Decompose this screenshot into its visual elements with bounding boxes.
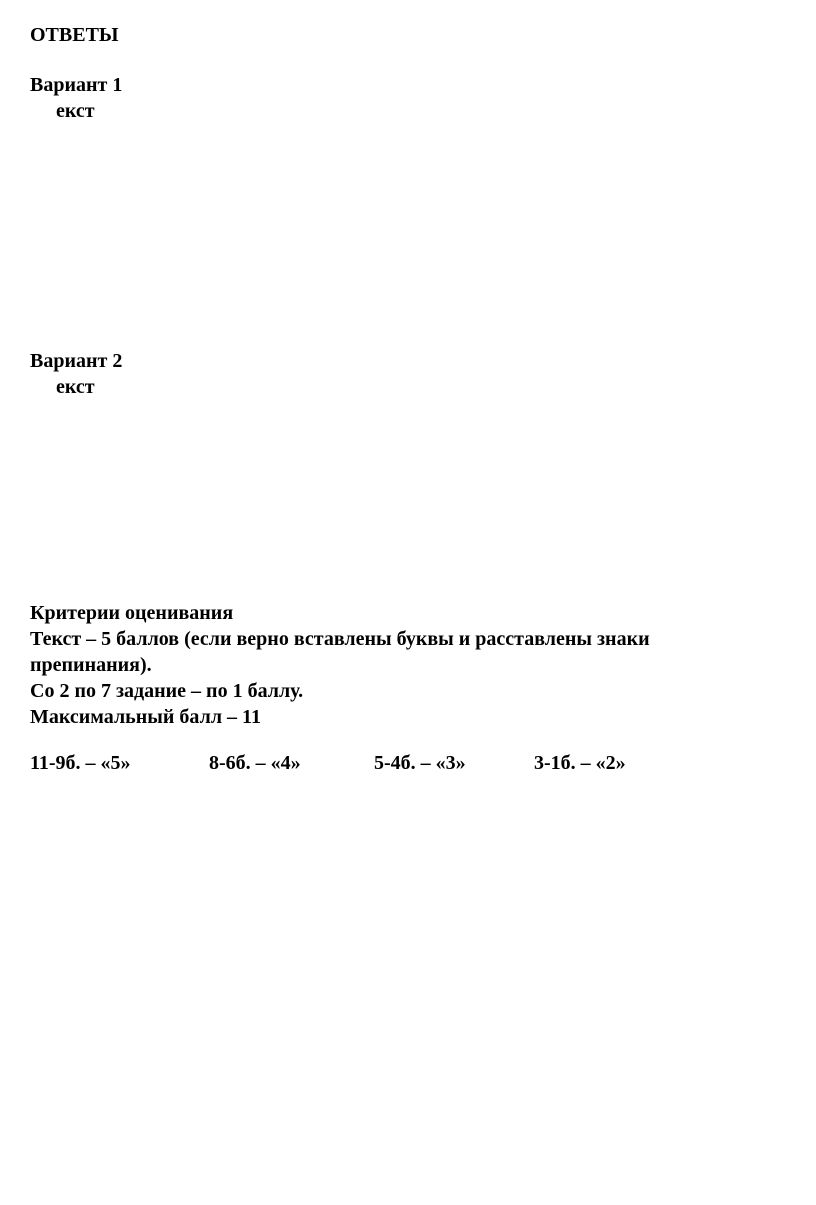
variant-1-heading: Вариант 1 <box>30 74 123 96</box>
criteria-text-line1: Текст – 5 баллов (если верно вставлены буквы и расставлены знаки <box>30 628 650 650</box>
variant-2-subtitle: екст <box>56 376 95 398</box>
criteria-text-line2: препинания). <box>30 654 152 676</box>
grade-4: 8-6б. – «4» <box>209 752 301 774</box>
grade-2: 3-1б. – «2» <box>534 752 626 774</box>
grade-3: 5-4б. – «3» <box>374 752 466 774</box>
grade-5: 11-9б. – «5» <box>30 752 131 774</box>
criteria-heading: Критерии оценивания <box>30 602 234 624</box>
variant-2-heading: Вариант 2 <box>30 350 123 372</box>
criteria-max-score: Максимальный балл – 11 <box>30 706 261 728</box>
variant-1-subtitle: екст <box>56 100 95 122</box>
page-title: ОТВЕТЫ <box>30 24 119 46</box>
criteria-tasks: Со 2 по 7 задание – по 1 баллу. <box>30 680 304 702</box>
